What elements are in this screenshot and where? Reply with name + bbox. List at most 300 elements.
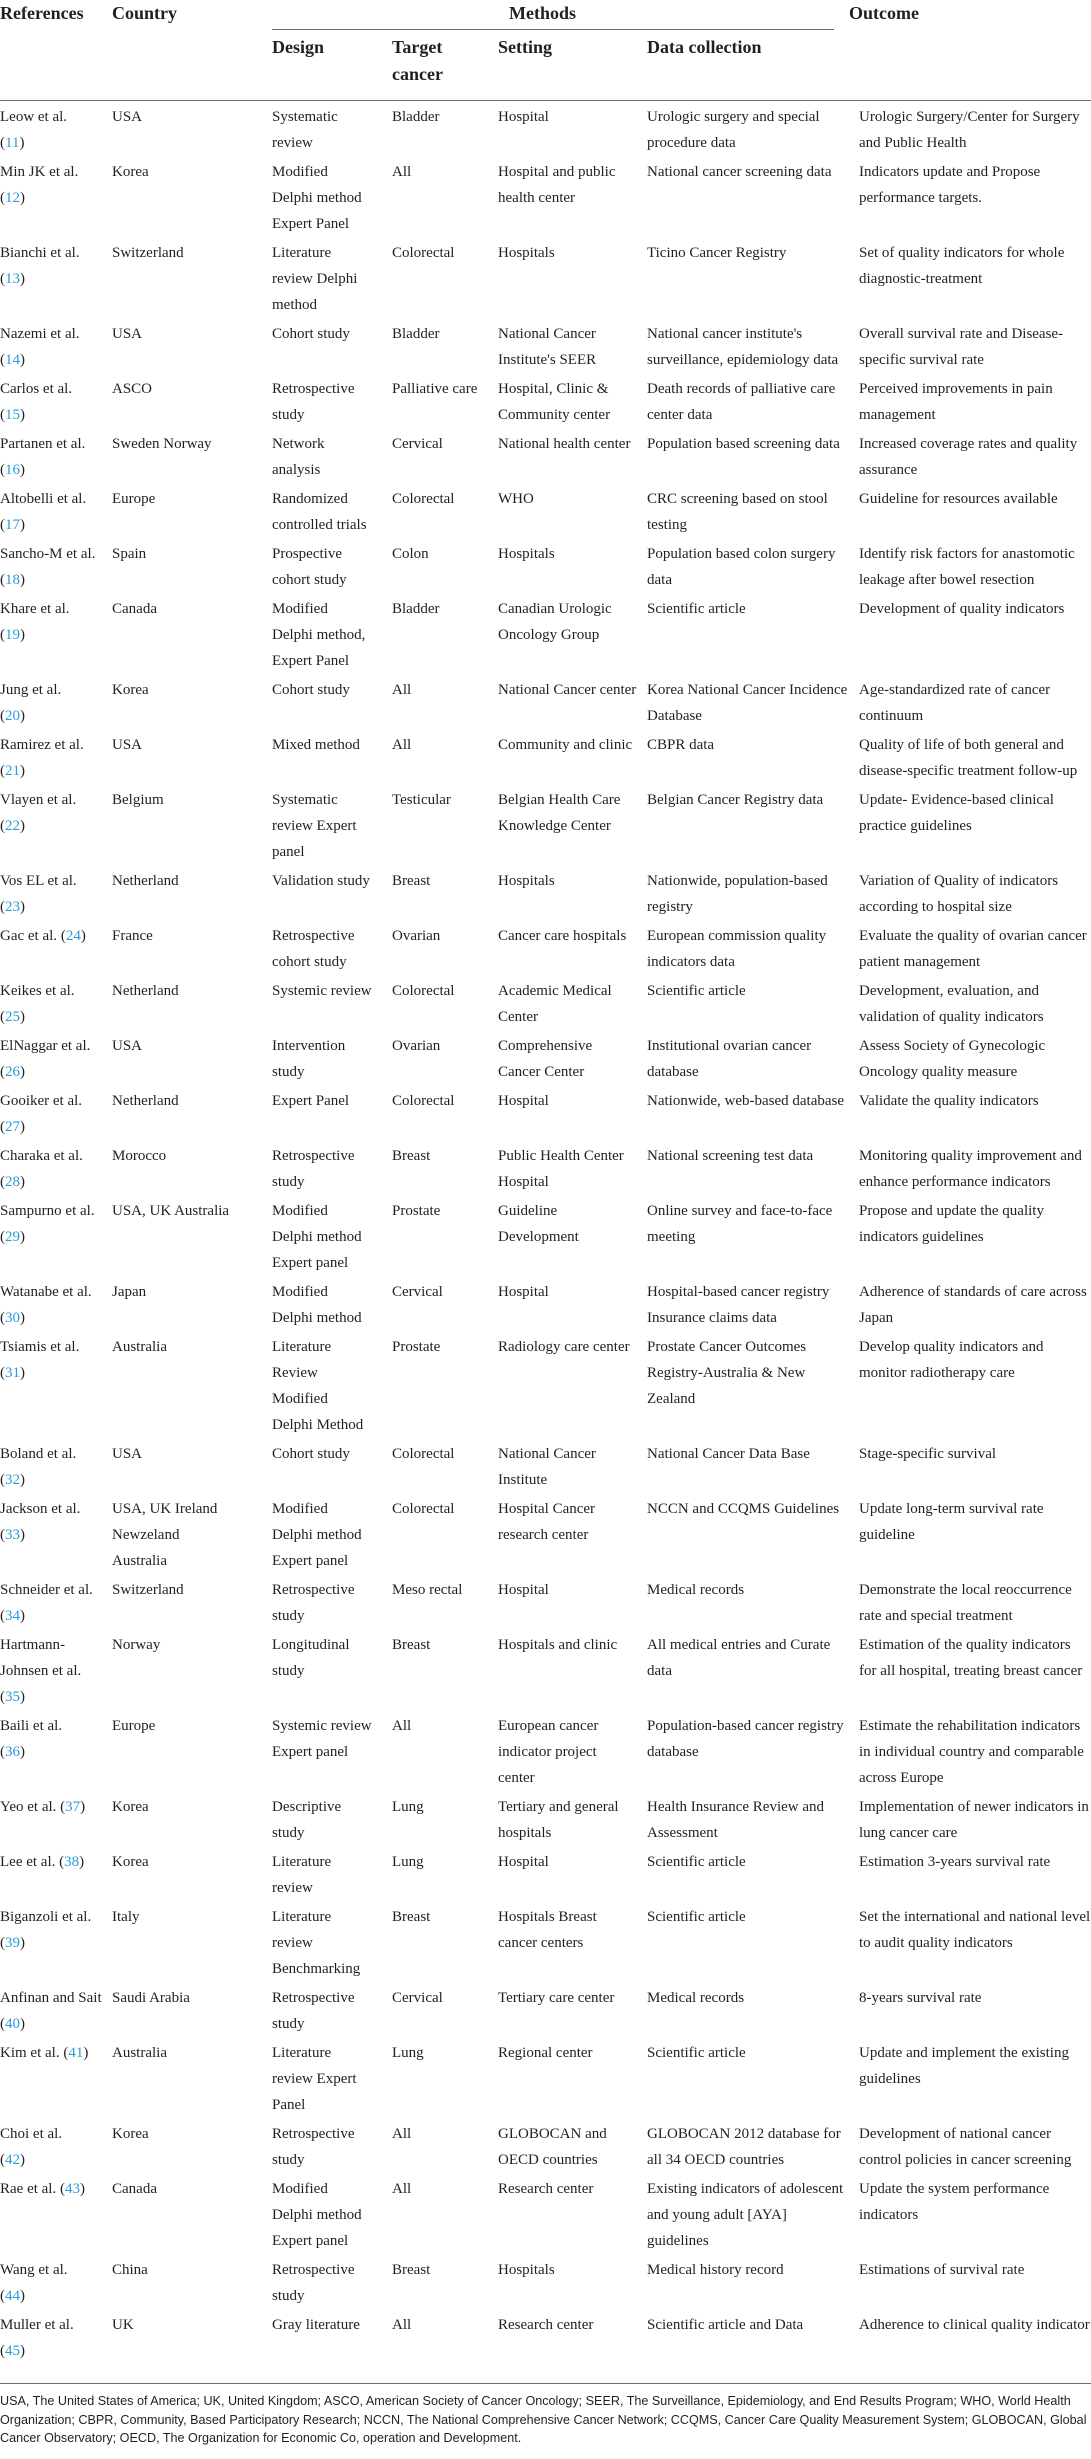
reference-author: Sampurno et al. (0, 1203, 95, 1219)
cell-country: Italy (112, 1909, 140, 1925)
cell-outcome: Development of national cancer control policies in cancer screening (859, 2126, 1072, 2168)
reference-close-paren: ) (80, 928, 86, 944)
reference-author: Altobelli et al. (0, 491, 87, 507)
cell-reference (0, 2173, 112, 2254)
cell-country: Korea (112, 1799, 149, 1815)
cell-data-collection: National cancer screening data (647, 164, 832, 180)
cell-setting: Hospitals (498, 2262, 555, 2278)
cell-data-collection: Urologic surgery and special procedure data (647, 109, 820, 151)
reference-close-paren: ) (20, 1174, 25, 1190)
cell-target-cancer: Bladder (392, 601, 440, 617)
cell-setting: Public Health Center Hospital (498, 1148, 624, 1190)
cell-data-collection: European commission quality indicators data (647, 928, 827, 970)
cell-reference (0, 428, 112, 483)
reference-close-paren: ) (20, 708, 25, 724)
cell-reference (0, 373, 112, 428)
reference-close-paren: ) (80, 1799, 86, 1815)
cell-outcome: 8-years survival rate (859, 1990, 982, 2006)
reference-open-paren: ( (0, 1174, 5, 1190)
cell-country: Korea (112, 1854, 149, 1870)
reference-number-link[interactable]: 26 (5, 1064, 20, 1080)
cell-country: France (112, 928, 153, 944)
table-row (0, 2254, 1091, 2309)
reference-author: Gooiker et al. (0, 1093, 83, 1109)
reference-close-paren: ) (83, 2045, 89, 2061)
cell-country: USA (112, 109, 143, 125)
cell-reference (0, 237, 112, 318)
cell-target-cancer: Cervical (392, 436, 443, 452)
cell-reference (0, 156, 112, 237)
col-header-country: Country (112, 3, 178, 23)
reference-open-paren: ( (0, 708, 5, 724)
cell-reference (0, 1438, 112, 1493)
reference-close-paren: ) (20, 190, 25, 206)
reference-close-paren: ) (20, 1064, 25, 1080)
reference-author: Baili et al. (0, 1718, 63, 1734)
reference-open-paren: ( (63, 2045, 69, 2061)
cell-outcome: Urologic Surgery/Center for Surgery and Public Health (859, 109, 1080, 151)
cell-outcome: Development of quality indicators (859, 601, 1065, 617)
reference-open-paren: ( (0, 271, 5, 287)
reference-open-paren: ( (0, 407, 5, 423)
table-row (0, 1276, 1091, 1331)
cell-setting: Hospital (498, 1093, 549, 1109)
cell-outcome: Perceived improvements in pain management (859, 381, 1053, 423)
reference-author: ElNaggar et al. (0, 1038, 91, 1054)
cell-design: Modified Delphi method Expert Panel (272, 164, 362, 232)
cell-setting: Hospitals (498, 546, 555, 562)
cell-country: USA (112, 737, 143, 753)
reference-open-paren: ( (0, 1365, 5, 1381)
reference-number-link[interactable]: 14 (5, 352, 20, 368)
cell-reference (0, 1195, 112, 1276)
cell-design: Prospective cohort study (272, 546, 347, 588)
cell-design: Cohort study (272, 682, 350, 698)
table-row (0, 865, 1091, 920)
reference-number-link[interactable]: 37 (65, 1799, 81, 1815)
reference-close-paren: ) (20, 2343, 25, 2359)
cell-outcome: Update long-term survival rate guideline (859, 1501, 1044, 1543)
reference-number-link[interactable]: 27 (5, 1119, 20, 1135)
cell-reference (0, 1901, 112, 1982)
reference-number-link[interactable]: 20 (5, 708, 20, 724)
reference-open-paren: ( (0, 818, 5, 834)
cell-target-cancer: All (392, 1718, 412, 1734)
reference-close-paren: ) (20, 407, 25, 423)
reference-close-paren: ) (20, 1365, 25, 1381)
cell-country: ASCO (112, 381, 153, 397)
reference-number-link[interactable]: 44 (5, 2288, 20, 2304)
table-row (0, 593, 1091, 674)
table-row (0, 2173, 1091, 2254)
cell-outcome: Stage-specific survival (859, 1446, 997, 1462)
reference-author: Ramirez et al. (0, 737, 84, 753)
reference-close-paren: ) (20, 763, 25, 779)
cell-setting: Guideline Development (498, 1203, 579, 1245)
cell-data-collection: Medical history record (647, 2262, 784, 2278)
cell-country: Switzerland (112, 1582, 184, 1598)
reference-author: Wang et al. (0, 2262, 68, 2278)
table-row (0, 538, 1091, 593)
cell-design: Descriptive study (272, 1799, 342, 1841)
table-row (0, 237, 1091, 318)
table-row (0, 784, 1091, 865)
reference-open-paren: ( (0, 1229, 5, 1245)
table-row (0, 920, 1091, 975)
table-row (0, 1195, 1091, 1276)
cell-country: Belgium (112, 792, 164, 808)
reference-author: Bianchi et al. (0, 245, 80, 261)
reference-open-paren: ( (0, 135, 5, 151)
reference-close-paren: ) (20, 1009, 25, 1025)
reference-author: Keikes et al. (0, 983, 75, 999)
cell-design: Mixed method (272, 737, 360, 753)
cell-setting: Hospital (498, 1284, 549, 1300)
reference-open-paren: ( (0, 1527, 5, 1543)
reference-close-paren: ) (20, 899, 25, 915)
cell-design: Literature review (272, 1854, 332, 1896)
col-header-outcome: Outcome (849, 3, 919, 23)
cell-data-collection: Nationwide, web-based database (647, 1093, 845, 1109)
reference-open-paren: ( (0, 462, 5, 478)
cell-outcome: Estimations of survival rate (859, 2262, 1025, 2278)
cell-reference (0, 2037, 112, 2118)
cell-outcome: Validate the quality indicators (859, 1093, 1039, 1109)
cell-reference (0, 1030, 112, 1085)
cell-target-cancer: Colorectal (392, 1093, 455, 1109)
reference-author: Lee et al. (0, 1854, 56, 1870)
cell-country: Korea (112, 164, 149, 180)
cell-reference (0, 1710, 112, 1791)
cell-design: Systematic review Expert panel (272, 792, 357, 860)
cell-target-cancer: Cervical (392, 1284, 443, 1300)
cell-setting: Tertiary and general hospitals (498, 1799, 619, 1841)
reference-number-link[interactable]: 39 (5, 1935, 20, 1951)
table-row (0, 2037, 1091, 2118)
cell-outcome: Set of quality indicators for whole diagnostic-treatment (859, 245, 1065, 287)
reference-close-paren: ) (20, 2016, 25, 2032)
reference-open-paren: ( (0, 899, 5, 915)
reference-number-link[interactable]: 23 (5, 899, 20, 915)
cell-country: USA, UK Australia (112, 1203, 230, 1219)
cell-target-cancer: Bladder (392, 326, 440, 342)
cell-design: Intervention study (272, 1038, 346, 1080)
cell-reference (0, 1846, 112, 1901)
cell-data-collection: Scientific article (647, 1909, 746, 1925)
cell-data-collection: Population based colon surgery data (647, 546, 836, 588)
cell-design: Retrospective study (272, 1582, 355, 1624)
reference-close-paren: ) (20, 1119, 25, 1135)
cell-setting: National Cancer Institute's SEER (498, 326, 597, 368)
cell-reference (0, 1982, 112, 2037)
reference-number-link[interactable]: 12 (5, 190, 20, 206)
reference-number-link[interactable]: 15 (5, 407, 20, 423)
reference-open-paren: ( (0, 2152, 5, 2168)
table-row (0, 373, 1091, 428)
table-row (0, 1982, 1091, 2037)
table-row (0, 1493, 1091, 1574)
reference-author: Sancho-M et al. (0, 546, 96, 562)
reference-number-link[interactable]: 28 (5, 1174, 20, 1190)
cell-outcome: Indicators update and Propose performance targets. (859, 164, 1041, 206)
cell-setting: Hospitals Breast cancer centers (498, 1909, 597, 1951)
cell-data-collection: Population based screening data (647, 436, 840, 452)
cell-setting: Comprehensive Cancer Center (498, 1038, 593, 1080)
cell-setting: Regional center (498, 2045, 593, 2061)
cell-design: Retrospective study (272, 1148, 355, 1190)
reference-author: Vlayen et al. (0, 792, 77, 808)
reference-close-paren: ) (20, 1229, 25, 1245)
cell-reference (0, 101, 112, 156)
cell-setting: Cancer care hospitals (498, 928, 627, 944)
cell-setting: Radiology care center (498, 1339, 630, 1355)
cell-target-cancer: Colorectal (392, 245, 455, 261)
table-bottom-rule (0, 2383, 1091, 2384)
cell-design: Literature review Benchmarking (272, 1909, 361, 1977)
reference-number-link[interactable]: 25 (5, 1009, 20, 1025)
cell-target-cancer: Breast (392, 873, 431, 889)
cell-data-collection: Hospital-based cancer registry Insurance claims data (647, 1284, 830, 1326)
cell-setting: Belgian Health Care Knowledge Center (498, 792, 621, 834)
cell-setting: Hospital (498, 1582, 549, 1598)
reference-close-paren: ) (79, 1854, 85, 1870)
cell-target-cancer: Colorectal (392, 1501, 455, 1517)
cell-data-collection: Korea National Cancer Incidence Database (647, 682, 848, 724)
reference-author: Min JK et al. (0, 164, 79, 180)
cell-country: USA (112, 1038, 143, 1054)
cell-setting: Community and clinic (498, 737, 633, 753)
table-row (0, 428, 1091, 483)
cell-reference (0, 1493, 112, 1574)
cell-reference (0, 2309, 112, 2364)
reference-number-link[interactable]: 32 (5, 1472, 20, 1488)
cell-design: Validation study (272, 873, 370, 889)
cell-target-cancer: All (392, 2181, 412, 2197)
cell-reference (0, 674, 112, 729)
cell-data-collection: Death records of palliative care center data (647, 381, 836, 423)
reference-number-link[interactable]: 13 (5, 271, 20, 287)
reference-number-link[interactable]: 42 (5, 2152, 20, 2168)
reference-author: Schneider et al. (0, 1582, 93, 1598)
cell-reference (0, 1276, 112, 1331)
reference-close-paren: ) (20, 1689, 25, 1705)
cell-outcome: Identify risk factors for anastomotic leakage after bowel resection (859, 546, 1075, 588)
cell-target-cancer: Lung (392, 2045, 424, 2061)
reference-close-paren: ) (20, 352, 25, 368)
reference-number-link[interactable]: 41 (68, 2045, 84, 2061)
reference-number-link[interactable]: 36 (5, 1744, 20, 1760)
cell-outcome: Estimation 3-years survival rate (859, 1854, 1051, 1870)
cell-target-cancer: Lung (392, 1854, 424, 1870)
reference-open-paren: ( (0, 1608, 5, 1624)
cell-country: Sweden Norway (112, 436, 212, 452)
reference-open-paren: ( (0, 1935, 5, 1951)
cell-target-cancer: Meso rectal (392, 1582, 463, 1598)
reference-author: Hartmann-Johnsen et al. (0, 1637, 82, 1679)
cell-outcome: Adherence to clinical quality indicator (859, 2317, 1090, 2333)
reference-open-paren: ( (0, 1119, 5, 1135)
col-header-methods (236, 0, 849, 34)
cell-country: Australia (112, 1339, 167, 1355)
cell-target-cancer: Colorectal (392, 1446, 455, 1462)
reference-number-link[interactable]: 35 (5, 1689, 20, 1705)
cell-outcome: Age-standardized rate of cancer continuum (859, 682, 1051, 724)
cell-data-collection: Scientific article (647, 601, 746, 617)
reference-author: Biganzoli et al. (0, 1909, 92, 1925)
reference-open-paren: ( (60, 1799, 66, 1815)
cell-country: UK (112, 2317, 134, 2333)
cell-reference (0, 483, 112, 538)
cell-data-collection: Medical records (647, 1582, 745, 1598)
col-header-references: References (0, 3, 84, 23)
cell-reference (0, 865, 112, 920)
cell-country: Switzerland (112, 245, 184, 261)
cell-reference (0, 538, 112, 593)
cell-setting: European cancer indicator project center (498, 1718, 599, 1786)
cell-target-cancer: Cervical (392, 1990, 443, 2006)
cell-data-collection: Belgian Cancer Registry data (647, 792, 824, 808)
table-row (0, 1846, 1091, 1901)
table-row (0, 975, 1091, 1030)
cell-setting: Academic Medical Center (498, 983, 612, 1025)
cell-design: Modified Delphi method, Expert Panel (272, 601, 366, 669)
cell-country: Canada (112, 2181, 157, 2197)
cell-data-collection: Medical records (647, 1990, 745, 2006)
cell-data-collection: Scientific article (647, 2045, 746, 2061)
cell-target-cancer: All (392, 682, 412, 698)
reference-close-paren: ) (20, 1310, 25, 1326)
reference-number-link[interactable]: 45 (5, 2343, 20, 2359)
cell-reference (0, 975, 112, 1030)
cell-reference (0, 920, 112, 975)
cell-target-cancer: Ovarian (392, 928, 441, 944)
cell-reference (0, 1629, 112, 1710)
reference-open-paren: ( (0, 572, 5, 588)
reference-author: Gac et al. (0, 928, 58, 944)
reference-number-link[interactable]: 22 (5, 818, 20, 834)
cell-reference (0, 729, 112, 784)
cell-target-cancer: Prostate (392, 1203, 441, 1219)
table-row (0, 1438, 1091, 1493)
cell-country: Korea (112, 682, 149, 698)
cell-setting: National Cancer center (498, 682, 637, 698)
cell-data-collection: Prostate Cancer Outcomes Registry-Australia & New Zealand (647, 1339, 807, 1407)
reference-number-link[interactable]: 33 (5, 1527, 20, 1543)
reference-number-link[interactable]: 24 (65, 928, 81, 944)
cell-country: Netherland (112, 983, 179, 999)
cell-target-cancer: All (392, 737, 412, 753)
cell-setting: Hospital Cancer research center (498, 1501, 596, 1543)
cell-target-cancer: Prostate (392, 1339, 441, 1355)
cell-country: Netherland (112, 873, 179, 889)
cell-target-cancer: Colorectal (392, 983, 455, 999)
cell-outcome: Guideline for resources available (859, 491, 1058, 507)
reference-close-paren: ) (20, 1935, 25, 1951)
reference-number-link[interactable]: 16 (5, 462, 20, 478)
cell-country: Spain (112, 546, 147, 562)
reference-number-link[interactable]: 21 (5, 763, 20, 779)
col-header-target-cancer: Target cancer (392, 37, 443, 84)
table-row (0, 1629, 1091, 1710)
cell-country: Morocco (112, 1148, 167, 1164)
reference-open-paren: ( (0, 1310, 5, 1326)
cell-design: Literature review Expert Panel (272, 2045, 357, 2113)
reference-author: Charaka et al. (0, 1148, 83, 1164)
cell-data-collection: National screening test data (647, 1148, 814, 1164)
reference-number-link[interactable]: 30 (5, 1310, 20, 1326)
cell-outcome: Update the system performance indicators (859, 2181, 1050, 2223)
reference-open-paren: ( (60, 928, 66, 944)
cell-target-cancer: All (392, 164, 412, 180)
cell-data-collection: NCCN and CCQMS Guidelines (647, 1501, 840, 1517)
cell-design: Expert Panel (272, 1093, 350, 1109)
reference-number-link[interactable]: 31 (5, 1365, 20, 1381)
cell-setting: Hospitals and clinic (498, 1637, 618, 1653)
reference-number-link[interactable]: 40 (5, 2016, 20, 2032)
table-row (0, 2118, 1091, 2173)
reference-number-link[interactable]: 43 (64, 2181, 80, 2197)
table-row (0, 729, 1091, 784)
cell-design: Literature Review Modified Delphi Method (272, 1339, 364, 1433)
table-row (0, 2309, 1091, 2364)
cell-outcome: Propose and update the quality indicators guidelines (859, 1203, 1044, 1245)
reference-number-link[interactable]: 38 (64, 1854, 80, 1870)
cell-target-cancer: Lung (392, 1799, 424, 1815)
reference-close-paren: ) (20, 2288, 25, 2304)
cell-country: USA (112, 326, 143, 342)
table-row (0, 1140, 1091, 1195)
reference-open-paren: ( (0, 1472, 5, 1488)
cell-target-cancer: Palliative care (392, 381, 478, 397)
cell-target-cancer: Ovarian (392, 1038, 441, 1054)
reference-open-paren: ( (0, 1009, 5, 1025)
cell-country: Norway (112, 1637, 161, 1653)
reference-author: Anfinan and Sait (0, 1990, 102, 2006)
cell-country: Japan (112, 1284, 147, 1300)
reference-open-paren: ( (0, 1689, 5, 1705)
reference-open-paren: ( (0, 1744, 5, 1760)
cell-setting: Canadian Urologic Oncology Group (498, 601, 612, 643)
cell-country: Europe (112, 491, 156, 507)
reference-open-paren: ( (0, 763, 5, 779)
reference-number-link[interactable]: 29 (5, 1229, 20, 1245)
table-row (0, 483, 1091, 538)
cell-country: Europe (112, 1718, 156, 1734)
reference-author: Boland et al. (0, 1446, 77, 1462)
cell-design: Modified Delphi method Expert panel (272, 1501, 362, 1569)
cell-outcome: Update- Evidence-based clinical practice guidelines (859, 792, 1054, 834)
reference-number-link[interactable]: 18 (5, 572, 20, 588)
table-row (0, 674, 1091, 729)
reference-close-paren: ) (20, 1472, 25, 1488)
reference-number-link[interactable]: 17 (5, 517, 20, 533)
methods-underline (272, 29, 834, 30)
cell-outcome: Monitoring quality improvement and enhance performance indicators (859, 1148, 1082, 1190)
cell-data-collection: Institutional ovarian cancer database (647, 1038, 812, 1080)
reference-open-paren: ( (0, 2343, 5, 2359)
cell-design: Modified Delphi method (272, 1284, 362, 1326)
reference-number-link[interactable]: 11 (5, 135, 20, 151)
cell-setting: Hospital and public health center (498, 164, 616, 206)
reference-number-link[interactable]: 34 (5, 1608, 20, 1624)
reference-open-paren: ( (0, 517, 5, 533)
cell-design: Systemic review (272, 983, 372, 999)
cell-data-collection: Nationwide, population-based registry (647, 873, 828, 915)
reference-author: Choi et al. (0, 2126, 63, 2142)
cell-target-cancer: Breast (392, 1148, 431, 1164)
reference-number-link[interactable]: 19 (5, 627, 20, 643)
reference-close-paren: ) (20, 462, 25, 478)
